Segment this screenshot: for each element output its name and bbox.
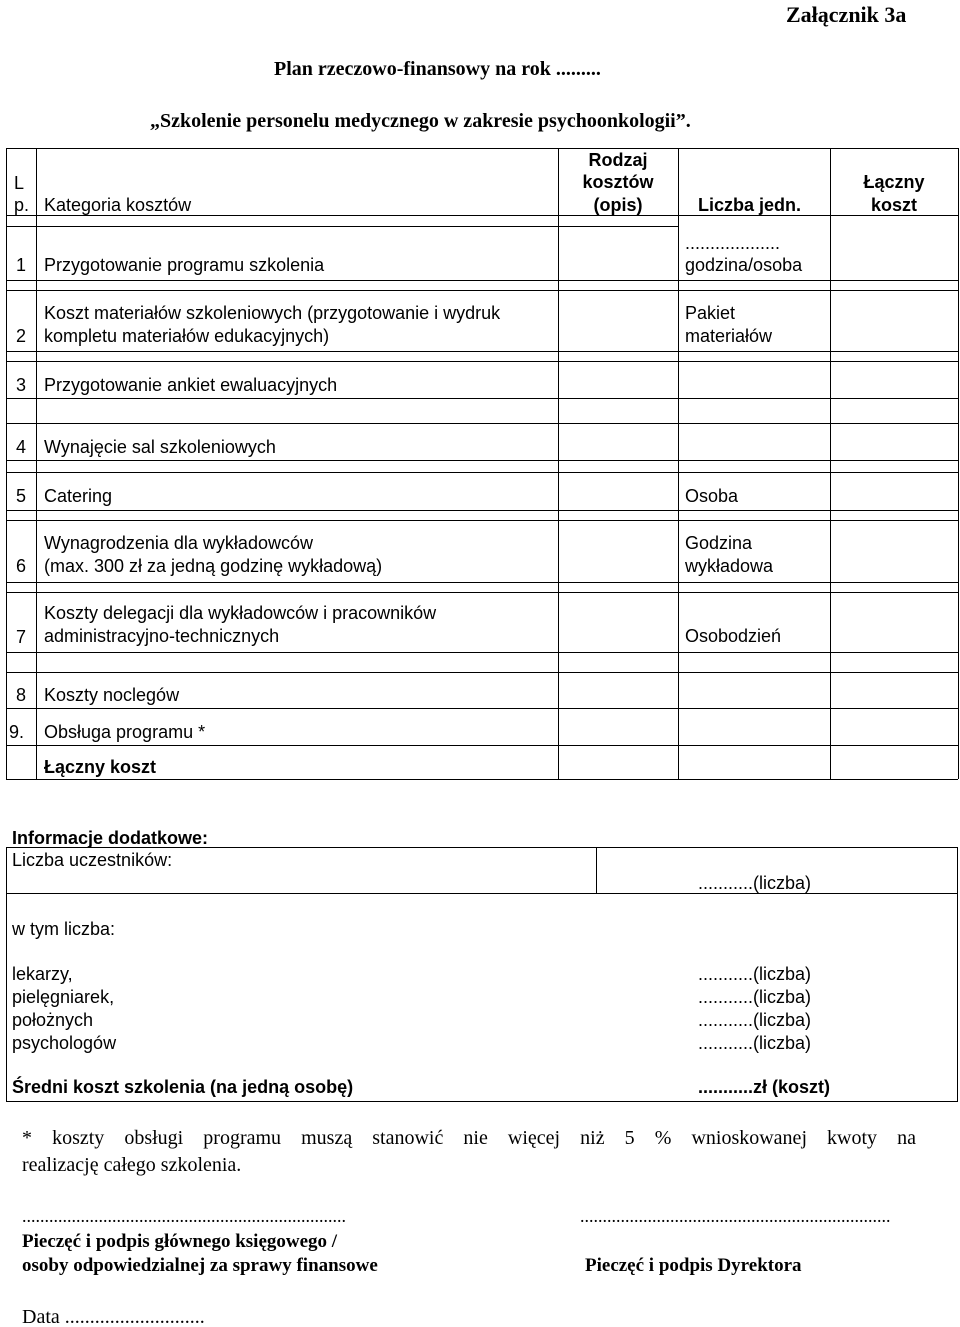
avg-cost-label: Średni koszt szkolenia (na jedną osobę) <box>12 1077 354 1097</box>
signature-line-accountant: ........................................................................ <box>22 1206 346 1226</box>
group-label: pielęgniarek, <box>12 987 115 1007</box>
group-value: ...........(liczba) <box>698 1010 812 1030</box>
row-unit: ................... <box>685 233 781 253</box>
row-category: (max. 300 zł za jedną godzinę wykładową) <box>44 556 383 576</box>
info-heading: Informacje dodatkowe: <box>12 828 209 848</box>
avg-cost-value: ...........zł (koszt) <box>698 1077 831 1097</box>
row-number: 1 <box>15 255 26 275</box>
group-label: lekarzy, <box>12 964 73 984</box>
row-unit: godzina/osoba <box>685 255 803 275</box>
col-header-lp-line1: L <box>14 173 25 193</box>
annex-label: Załącznik 3a <box>786 2 907 27</box>
row-category: Przygotowanie ankiet ewaluacyjnych <box>44 375 338 395</box>
col-header-type-line2: kosztów <box>582 172 654 192</box>
accountant-signature-label-line2: osoby odpowiedzialnej za sprawy finansowe <box>22 1255 378 1276</box>
footnote-line2: realizację całego szkolenia. <box>22 1154 242 1176</box>
footnote-line1: * koszty obsługi programu muszą stanowić nie więcej niż 5 % wnioskowanej kwoty na <box>22 1127 916 1149</box>
group-value: ...........(liczba) <box>698 964 812 984</box>
row-unit: wykładowa <box>685 556 774 576</box>
row-unit: Pakiet <box>685 303 736 323</box>
row-category: Wynagrodzenia dla wykładowców <box>44 533 313 553</box>
row-number: 8 <box>15 685 26 705</box>
row-number: 5 <box>15 486 26 506</box>
signature-line-director: ..................................................................... <box>580 1206 891 1226</box>
document-title: Plan rzeczowo-finansowy na rok ......... <box>274 58 601 80</box>
row-number: 2 <box>15 326 26 346</box>
participants-label: Liczba uczestników: <box>12 850 173 870</box>
row-unit: Osobodzień <box>685 626 782 646</box>
row-unit: Godzina <box>685 533 753 553</box>
row-unit: materiałów <box>685 326 773 346</box>
group-value: ...........(liczba) <box>698 1033 812 1053</box>
group-label: położnych <box>12 1010 94 1030</box>
group-label: psychologów <box>12 1033 117 1053</box>
row-category: Koszty noclegów <box>44 685 180 705</box>
col-header-type-line1: Rodzaj <box>588 150 648 170</box>
col-header-units: Liczba jedn. <box>698 195 802 215</box>
row-category: Koszt materiałów szkoleniowych (przygotowanie i wydruk <box>44 303 501 323</box>
row-number: 7 <box>15 627 26 647</box>
row-category: Koszty delegacji dla wykładowców i pracowników <box>44 603 437 623</box>
of-which-label: w tym liczba: <box>12 919 116 939</box>
group-value: ...........(liczba) <box>698 987 812 1007</box>
row-category: Obsługa programu * <box>44 722 206 742</box>
col-header-category: Kategoria kosztów <box>44 195 192 215</box>
row-category: kompletu materiałów edukacyjnych) <box>44 326 330 346</box>
date-field: Data ............................ <box>22 1306 205 1327</box>
row-number: 9. <box>9 722 25 742</box>
row-category: Wynajęcie sal szkoleniowych <box>44 437 276 457</box>
col-header-total-line1: Łączny <box>863 172 925 192</box>
row-number: 6 <box>15 556 26 576</box>
row-unit: Osoba <box>685 486 739 506</box>
row-category: Catering <box>44 486 113 506</box>
col-header-total-line2: koszt <box>870 195 917 215</box>
info-box <box>6 847 958 1102</box>
row-category: administracyjno-technicznych <box>44 626 280 646</box>
row-number: 3 <box>15 375 26 395</box>
col-header-type-line3: (opis) <box>593 195 643 215</box>
document-subtitle: „Szkolenie personelu medycznego w zakresie psychoonkologii”. <box>150 110 691 132</box>
participants-value: ...........(liczba) <box>698 873 812 893</box>
row-category: Przygotowanie programu szkolenia <box>44 255 325 275</box>
col-header-lp-line2: p. <box>14 195 30 215</box>
accountant-signature-label: Pieczęć i podpis głównego księgowego / <box>22 1231 338 1252</box>
row-number: 4 <box>15 437 26 457</box>
director-signature-label: Pieczęć i podpis Dyrektora <box>585 1255 802 1276</box>
total-cost-label: Łączny koszt <box>44 757 157 777</box>
